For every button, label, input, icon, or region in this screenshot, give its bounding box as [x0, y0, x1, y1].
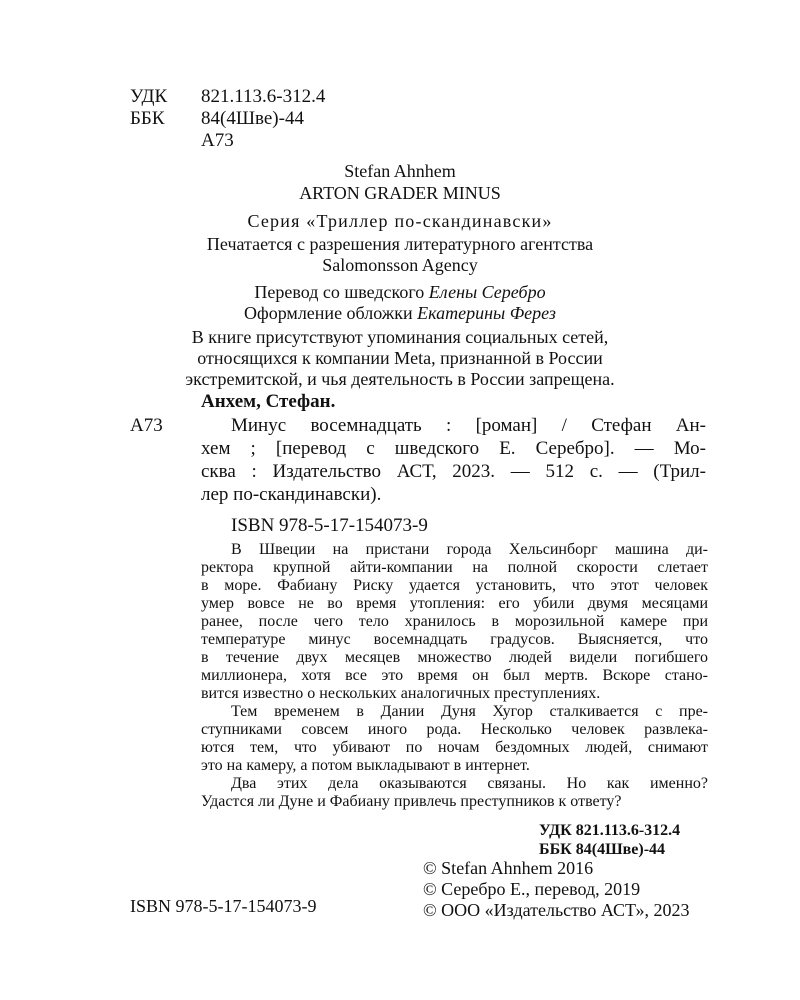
- annotation-line: температуре минус восемнадцать градусов. Выясняется, что: [201, 631, 708, 648]
- translation-credit: [0, 282, 800, 303]
- annotation-line: ранее, после чего тело хранилось в морозильной камере при: [201, 613, 708, 630]
- bib-author-mark: А73: [130, 415, 163, 436]
- udk-value: 821.113.6-312.4: [201, 86, 326, 107]
- bib-heading: Анхем, Стефан.: [201, 391, 336, 412]
- copyright-line: © Серебро Е., перевод, 2019: [423, 879, 641, 899]
- bib-line-3: сква : Издательство АСТ, 2023. — 512 с. — (Трил-: [201, 461, 706, 482]
- cover-artist-name: Екатерины Ферез: [417, 303, 556, 323]
- annotation-line: в море. Фабиану Риску удается установить, что этот человек: [201, 577, 708, 594]
- bib-isbn: ISBN 978-5-17-154073-9: [231, 515, 428, 536]
- original-title: ARTON GRADER MINUS: [299, 183, 501, 203]
- notice-line-3: экстремитской, и чья деятельность в России запрещена.: [185, 369, 615, 389]
- annotation-line: это на камеру, а потом выкладывают в интернет.: [201, 757, 530, 774]
- bbk-label: ББК: [130, 108, 165, 129]
- series-title: Серия «Триллер по-скандинавски»: [247, 211, 553, 231]
- bib-line-2: хем ; [перевод с шведского Е. Серебро]. — Мо-: [201, 438, 706, 459]
- bib-line-4: лер по-скандинавски).: [201, 484, 382, 505]
- annotation-line: вится известно о нескольких аналогичных преступлениях.: [201, 685, 601, 702]
- copyright-line: © Stefan Ahnhem 2016: [423, 858, 594, 878]
- udk-bottom: УДК 821.113.6-312.4: [539, 822, 681, 839]
- copyright-line: © ООО «Издательство АСТ», 2023: [423, 900, 690, 920]
- translation-prefix: Перевод со шведского: [254, 282, 429, 302]
- bib-line-1: Минус восемнадцать : [роман] / Стефан Ан-: [231, 415, 706, 436]
- bbk-bottom: ББК 84(4Шве)-44: [539, 841, 666, 858]
- annotation-line: умер вовсе не во время утопления: его убили двумя месяцами: [201, 595, 708, 612]
- translator-name: Елены Серебро: [428, 282, 546, 302]
- notice-line-2: относящихся к компании Meta, признанной в России: [197, 348, 603, 368]
- annotation-line: Два этих дела оказываются связаны. Но как именно?: [231, 775, 708, 792]
- annotation-line: ступниками совсем иного рода. Несколько человек развлека-: [201, 721, 708, 738]
- udk-label: УДК: [130, 86, 168, 107]
- annotation-line: ются тем, что убивают по ночам бездомных людей, снимают: [201, 739, 708, 756]
- permission-line-1: Печатается с разрешения литературного агентства: [206, 234, 594, 254]
- annotation-line: Удастся ли Дуне и Фабиану привлечь преступников к ответу?: [201, 793, 622, 810]
- bbk-value: 84(4Шве)-44: [201, 108, 304, 129]
- annotation-line: Тем временем в Дании Дуня Хугор сталкивается с пре-: [231, 703, 708, 720]
- cover-prefix: Оформление обложки: [244, 303, 418, 323]
- notice-line-1: В книге присутствуют упоминания социальных сетей,: [191, 327, 609, 347]
- cover-credit: [0, 303, 800, 324]
- permission-line-2: Salomonsson Agency: [322, 255, 478, 275]
- annotation-line: в течение двух месяцев множество людей видели погибшего: [201, 649, 708, 666]
- original-author: Stefan Ahnhem: [344, 161, 456, 181]
- annotation-line: миллионера, хотя все это время он был мертв. Вскоре стано-: [201, 667, 708, 684]
- annotation-line: В Швеции на пристани города Хельсинборг машина ди-: [231, 541, 708, 558]
- author-mark: А73: [201, 130, 234, 151]
- annotation-line: ректора крупной айти-компании на полной скорости слетает: [201, 559, 708, 576]
- footer-isbn: ISBN 978-5-17-154073-9: [130, 896, 317, 916]
